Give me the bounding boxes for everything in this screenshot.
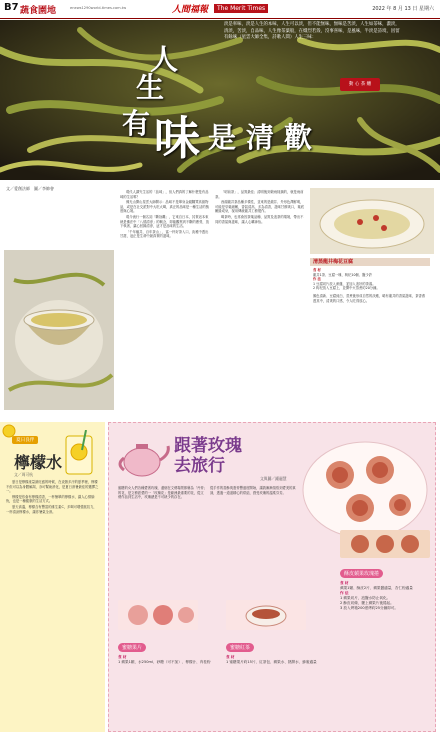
tea-cup-photo (226, 600, 306, 630)
headline-char: 生 (136, 71, 167, 104)
rose-title-line: 去旅行 (174, 456, 225, 476)
hero-badge: 動 心 茶 纏 (340, 78, 380, 91)
step-item: 3 放入烤箱200度烤約25分鐘即可。 (340, 606, 398, 610)
candied-tea-title: 蜜糖紅茶 (226, 643, 254, 652)
rose-title-line: 跟著玫瑰 (174, 436, 242, 456)
byline: 文／愛創法師 圖／李帥會 (6, 186, 54, 191)
steps-label: 作 法 (313, 277, 321, 282)
candied-apple-card (118, 634, 218, 665)
apple-slices-photo (118, 600, 198, 630)
recipe-title: 清蒸龍井梅花豆腐 (310, 258, 430, 266)
article-paragraph: 佛光山開山星雲大師開示：品味不是單身金錢購買高級物品，或是在社交派對中大吃大喝，真正的品味是一種生活的態度與心境。 (120, 200, 210, 214)
headline-char: 是 (208, 121, 239, 154)
rose-byline: 文與圖／鍾麗慧 (260, 476, 287, 481)
issue-date: 2022 年 8 月 13 日 星期六 (372, 6, 434, 12)
article-column-2 (215, 190, 305, 225)
tea-dish-photo (310, 188, 434, 254)
candied-tea-card (226, 634, 330, 665)
lemon-paragraph: 夏天高溫，檸檬含有豐富的維生素C，多喝可增強抵抗力，一杯清涼檸檬水，讓你暑氣全消。 (6, 504, 97, 514)
step-item: 1 豆腐切片放入深盤，並加入泡好的茶湯。 (313, 281, 376, 286)
rose-pastry-photo (300, 430, 430, 540)
step-item: 2 枸杞放入豆腐上，並開中火蒸煮約20分鐘。 (313, 286, 380, 291)
step-item: 1 蘋果切片，泡鹽水防止氧化。 (340, 596, 391, 600)
apple-rose-recipe (340, 560, 432, 611)
rose-title (174, 436, 242, 476)
steps-label: 作 法 (340, 591, 349, 595)
apple-rose-title: 酥皮蘋果玫瑰捲 (340, 569, 383, 578)
recipe-tail: 顏色清新、豆腐純白，蒸煮後形成自然的淡雅，略有龍井的香氣滋味，茶香滲透其中，清爽的口感，令人吃得放心。 (313, 293, 426, 303)
rose-intro-2: 從手作的香酥爽蛋麥豐盛度開始，讓我漸漸領悟到愛美的真諦，透過一道道精心的烘焙，感受玫瑰的溫柔芬芳。 (210, 486, 296, 495)
site-url: enews1290world-times.com.tw (70, 6, 127, 10)
hero-photo (0, 20, 440, 180)
lemon-paragraph: 夏日是檸檬產量最旺盛的時候，在炎熱多汗的夏季裡，檸檬不但可以為身體解渴，亦可幫助消化，是夏日消暑最佳的選擇之一。 (6, 480, 99, 494)
article-paragraph: 現代人講究生活的「品味」，但人們真的了解什麼是有品味的生活嗎？ (120, 190, 209, 199)
apple-rose-photo (340, 530, 430, 558)
lemon-byline: 文／周可杭 (14, 472, 33, 477)
lemon-text (6, 480, 100, 515)
lemon-glass-illustration (58, 430, 102, 478)
ingredients-label: 食 材 (118, 655, 127, 659)
ingredients-label: 食 材 (226, 655, 235, 659)
article-paragraph: 喝茶時，也常會因茶葉品種、品質及泡茶的環境，帶出不同的香氣與滋味，讓人心曠神怡。 (215, 214, 304, 224)
teacup-photo (4, 250, 114, 410)
ingredients-label: 食 材 (313, 268, 321, 272)
article-paragraph: 現今流行一個名詞「斷捨離」，它來自日本，其實這本來就是佛法中「八德清淨」的概念，即能觀察到不斷的塵勞，放下執著，讓心回歸清淨，這才是品味的生活。 (120, 214, 210, 229)
masthead-logo-english: The Merit Times (214, 4, 268, 13)
lemon-tag: 夏日良伴 (12, 436, 38, 444)
headline-char: 清 (246, 121, 277, 154)
hero-intro-text: 淡是率味，淡是人生的本味，人生可以淡，但不能無味，無味是苦淡，人生如茶味，濃淡，清淡，苦淡，自品味，人生像茶葉般，在熾烈若殼，沒事喜味，是風味，半淡是詩境，因留有餘味（星雲大師全集，詩歌人間）人生三味： (224, 22, 400, 40)
recipe-box (310, 258, 430, 343)
article-paragraph: 「明前茶」，品質最佳；清明後到穀雨採摘的，就是雨前茶。 (215, 190, 304, 199)
headline-char: 味 (154, 111, 202, 165)
headline-char: 有 (122, 107, 153, 140)
rose-intro: 蜜糖的女人們各種愛著玫瑰，還個在文藝場景都稱為「丹麥」的花，是文藝派愛的一「玫瑰花」是歐洲最重要的花，從文藝作品到生活中，玫瑰總是不可缺少的存在。 (118, 486, 206, 500)
page-number: B7 (4, 2, 19, 13)
ingredients-text: 1 蘋果1顆、水250ml、砂糖（可不加）、檸檬汁、肉桂粉 (118, 660, 211, 664)
step-item: 2 酥皮切條，擺上蘋果片後捲起。 (340, 601, 394, 605)
article-paragraph: 「千年龜井，百年茶山」，當一杯好茶入口，淡雅中透出甘甜，這正是生命中最真實的滋味。 (120, 229, 209, 239)
candied-apple-title: 蜜糖果片 (118, 643, 146, 652)
section-title: 蔬食園地 (20, 6, 57, 16)
headline-char: 歡 (284, 121, 315, 154)
headline-char: 人 (150, 43, 181, 76)
teapot-illustration (112, 430, 172, 480)
ingredients-text: 龍井1茶、豆腐一塊、枸杞10個、鹽少許 (313, 272, 373, 277)
masthead-logo: 人間福報 (172, 5, 209, 15)
ingredients-label: 食 材 (340, 581, 349, 585)
lemon-paragraph: 檸檬是你會有檸檬清香，一杯簡單的檸檬水，讓人心情愉悅，也是一種健康的生活方式。 (6, 494, 95, 504)
lemon-title: 檸檬水 (14, 453, 63, 472)
ingredients-text: 1 蜜糖果片約15片、紅茶包、蘋果水、熱開水、蜂蜜適量 (226, 660, 317, 664)
ingredients-text: 蘋果1顆、酥皮2片、蘋果醬適量，杏仁粉適量 (340, 586, 413, 590)
article-paragraph: 西湖龍井茶品種多樣性，並來的是龍井、外形色澤鮮明，可能是芽葉細嫩，香氣清高，多為清香，滋味甘醇爽口，葉底嫩綠成朵，採用傳統龍井工藝製作。 (215, 200, 305, 214)
article-column-1 (120, 190, 210, 240)
tea-leaves-illustration (0, 20, 440, 180)
